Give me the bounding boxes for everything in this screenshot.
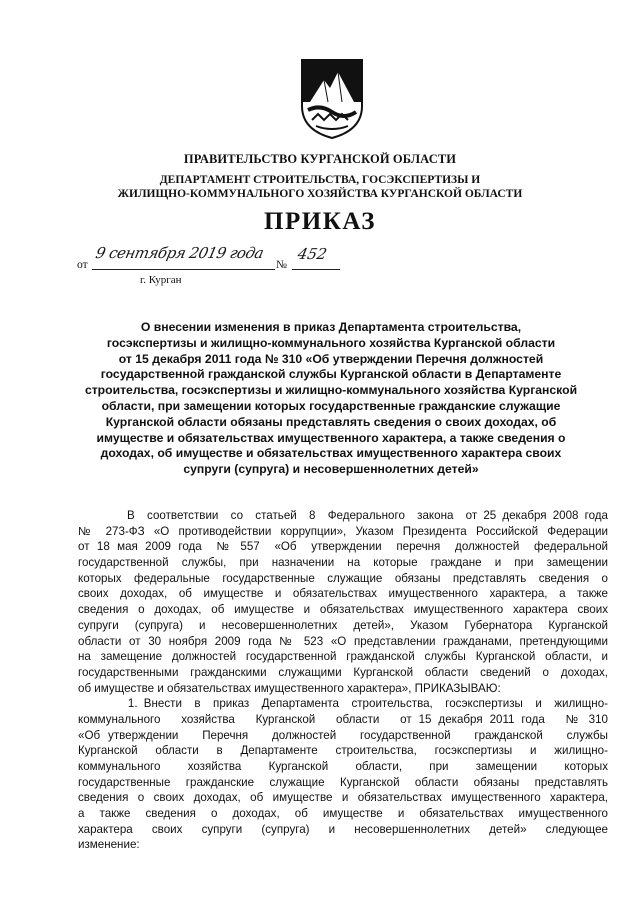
order-body: [78, 508, 608, 853]
body-line: сведения о доходах, об имуществе и обязательствах имущественного характера своих: [78, 603, 608, 617]
body-line: характера своих супруги (супруга) и несовершеннолетних детей» следующее: [78, 822, 608, 836]
body-line: коммунального хозяйства Курганской области, при замещении которых: [78, 760, 608, 773]
number-prefix: №: [276, 259, 287, 271]
body-line: Курганской области в Департаменте строительства, госэкспертизы и жилищно-: [78, 744, 608, 758]
title-line: Курганской области обязаны представлять сведения о своих доходах, об: [105, 414, 557, 429]
body-line: коммунального хозяйства Курганской области от 15 декабря 2011 года № 310: [78, 712, 608, 726]
body-line: государственной службы, при назначении на которые граждане и при замещении: [78, 556, 608, 570]
body-line: области от 30 ноября 2009 года № 523 «О представлении гражданами, претендующими: [78, 634, 608, 648]
body-line: которых федеральные государственные служащие обязаны представлять сведения о: [78, 571, 608, 585]
body-line: сведения о своих доходах, об имуществе и обязательствах имущественного характера,: [78, 791, 608, 805]
date-underline: [92, 269, 275, 270]
title-line: строительства, госэкспертизы и жилищно-коммунального хозяйства Курганской: [84, 383, 578, 398]
order-title: [78, 320, 584, 478]
title-line: области, при замещении которых государственные гражданские служащие: [101, 398, 561, 413]
kurgan-coat-of-arms-icon: [298, 58, 366, 140]
body-line: от 18 мая 2009 года № 557 «Об утверждении перечня должностей федеральной: [78, 540, 608, 554]
body-line: государственными гражданскими служащими Курганской области сведений о доходах,: [78, 665, 608, 679]
title-line: государственной гражданской службы Курганской области в Департаменте: [100, 367, 562, 382]
body-line: государственные гражданские служащие Курганской области обязаны представлять: [78, 775, 608, 789]
document-type-heading: ПРИКАЗ: [264, 208, 376, 235]
body-line: «Об утверждении Перечня должностей государственной гражданской службы: [78, 728, 608, 742]
title-line: от 15 декабря 2011 года № 310 «Об утверждении Перечня должностей: [118, 351, 544, 366]
title-line: О внесении изменения в приказ Департамента строительства,: [140, 320, 522, 334]
handwritten-number: 452: [296, 245, 329, 263]
department-name-line1: ДЕПАРТАМЕНТ СТРОИТЕЛЬСТВА, ГОСЭКСПЕРТИЗЫ И: [159, 174, 481, 186]
body-line: изменение:: [78, 838, 140, 852]
title-line: доходах, об имуществе и обязательствах имущественного характера своих: [100, 446, 562, 461]
body-line: № 273-ФЗ «О противодействии коррупции», Указом Президента Российской Федерации: [78, 524, 608, 538]
body-line: на замещение должностей государственной гражданской службы Курганской области, и: [78, 650, 608, 664]
department-name-line2: ЖИЛИЩНО-КОММУНАЛЬНОГО ХОЗЯЙСТВА КУРГАНСКОЙ ОБЛАСТИ: [117, 188, 523, 200]
government-name: ПРАВИТЕЛЬСТВО КУРГАНСКОЙ ОБЛАСТИ: [183, 152, 457, 166]
body-line: 1. Внести в приказ Департамента строительства, госэкспертизы и жилищно-: [78, 697, 608, 711]
body-line: об имуществе и обязательствах имущественного характера», ПРИКАЗЫВАЮ:: [78, 681, 501, 695]
title-line: имуществе и обязательствах имущественного характера, а также сведения о: [96, 430, 566, 445]
date-prefix: от: [77, 259, 88, 271]
title-line: супруги (супруга) и несовершеннолетних детей»: [183, 462, 479, 477]
body-line: В соответствии со статьей 8 Федерального закона от 25 декабря 2008 года: [78, 509, 608, 522]
number-underline: [292, 269, 340, 270]
city-name: г. Курган: [140, 274, 182, 286]
handwritten-date: 9 сентября 2019 года: [94, 244, 266, 262]
body-line: а также сведения о доходах, об имуществе и обязательствах имущественного: [78, 807, 608, 821]
body-line: своих доходах, об имуществе и обязательствах имущественного характера, а также: [78, 587, 608, 601]
title-line: госэкспертизы и жилищно-коммунального хозяйства Курганской области: [106, 335, 556, 350]
body-line: супруги (супруга) и несовершеннолетних детей», Указом Губернатора Курганской: [78, 618, 608, 632]
